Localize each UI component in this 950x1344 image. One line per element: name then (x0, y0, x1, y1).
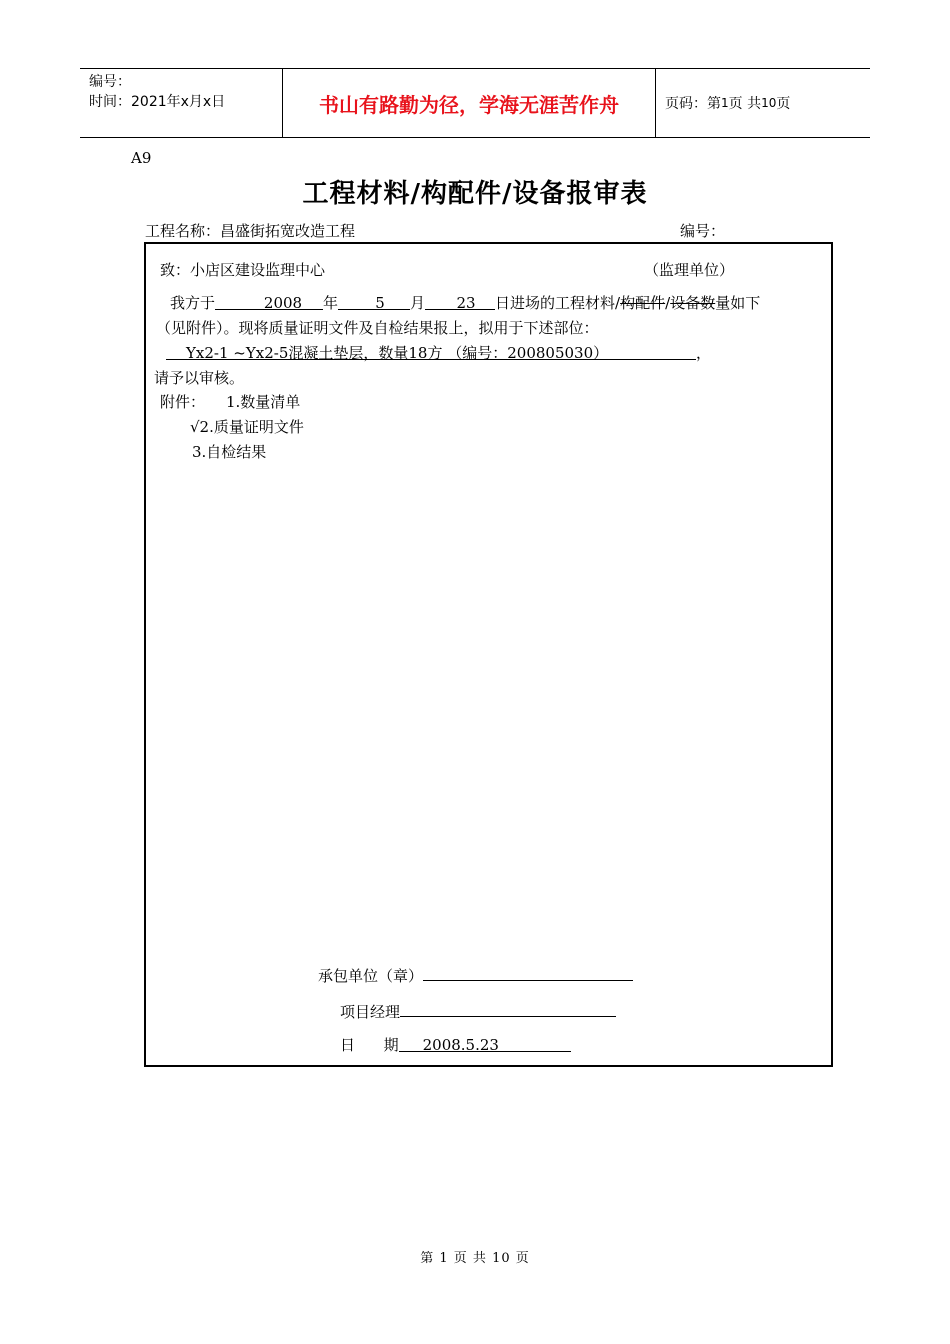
statement-line-2: （见附件）。现将质量证明文件及自检结果报上，拟用于下述部位： (156, 319, 599, 337)
location-end: ， (696, 344, 712, 362)
month-unit: 月 (410, 294, 426, 312)
location-value: Yx2-1 ~Yx2-5混凝土垫层，数量18方 （编号：200805030） (186, 344, 609, 362)
day-field (425, 293, 495, 310)
year-value: 2008 (263, 294, 303, 312)
header-page-info (656, 69, 870, 137)
header-page-total: 10 (761, 96, 777, 110)
header-page-end: 页 (776, 96, 791, 112)
attachment-label: 附件： (160, 393, 206, 411)
attachment-2: √2.质量证明文件 (190, 418, 304, 436)
project-name-line: 工程名称：昌盛街拓宽改造工程 (145, 222, 356, 240)
month-field (338, 293, 410, 310)
attachment-1: 1.数量清单 (226, 393, 301, 411)
contractor-label: 承包单位（章） (318, 967, 424, 985)
footer-suffix: 页 (515, 1251, 530, 1266)
location-line (166, 343, 711, 363)
footer-page: 1 (439, 1251, 449, 1266)
attachment-3: 3.自检结果 (192, 443, 267, 461)
date-field (399, 1035, 571, 1052)
header-motto: 书山有路勤为径，学海无涯苦作舟 (282, 69, 656, 137)
header-time-label: 时间：2021年x月x日 (89, 94, 226, 110)
manager-label: 项目经理 (340, 1003, 401, 1021)
header-code-label: 编号： (89, 74, 131, 90)
request-line: 请予以审核。 (154, 369, 245, 387)
header-left-cell (80, 69, 282, 137)
manager-line (340, 1000, 616, 1022)
date-label: 日 期 (340, 1036, 399, 1054)
footer-prefix: 第 (420, 1251, 435, 1266)
year-unit: 年 (323, 294, 339, 312)
recipient-type: （监理单位） (644, 261, 735, 279)
manager-field (400, 1000, 616, 1017)
year-field (215, 293, 323, 310)
struck-equipment: 设备数 (670, 294, 716, 312)
header-table (80, 68, 870, 138)
struck-component: 构配件 (620, 294, 666, 312)
date-line (340, 1035, 571, 1055)
statement-end: 量如下 (715, 294, 761, 312)
contractor-line (318, 964, 633, 986)
location-field (166, 343, 696, 360)
recipient-line: 致：小店区建设监理中心 (160, 261, 326, 279)
page-footer (0, 1247, 950, 1266)
statement-slash: / (665, 294, 671, 312)
form-body-box (144, 242, 833, 1067)
footer-total: 10 (492, 1251, 511, 1266)
contractor-field (423, 964, 633, 981)
header-page-num: 1 (721, 96, 729, 110)
footer-mid: 页 共 (453, 1251, 487, 1266)
day-value: 23 (456, 294, 476, 312)
serial-number-label: 编号： (680, 222, 726, 240)
header-page-mid: 页 共 (728, 96, 762, 112)
statement-prefix: 我方于 (170, 294, 216, 312)
document-title: 工程材料/构配件/设备报审表 (302, 179, 648, 209)
form-code: A9 (131, 149, 152, 167)
statement-line-1 (170, 293, 760, 313)
date-value: 2008.5.23 (422, 1036, 499, 1054)
statement-mid: 日进场的工程材料/ (495, 294, 621, 312)
header-page-label: 页码：第 (665, 96, 721, 112)
month-value: 5 (375, 294, 385, 312)
